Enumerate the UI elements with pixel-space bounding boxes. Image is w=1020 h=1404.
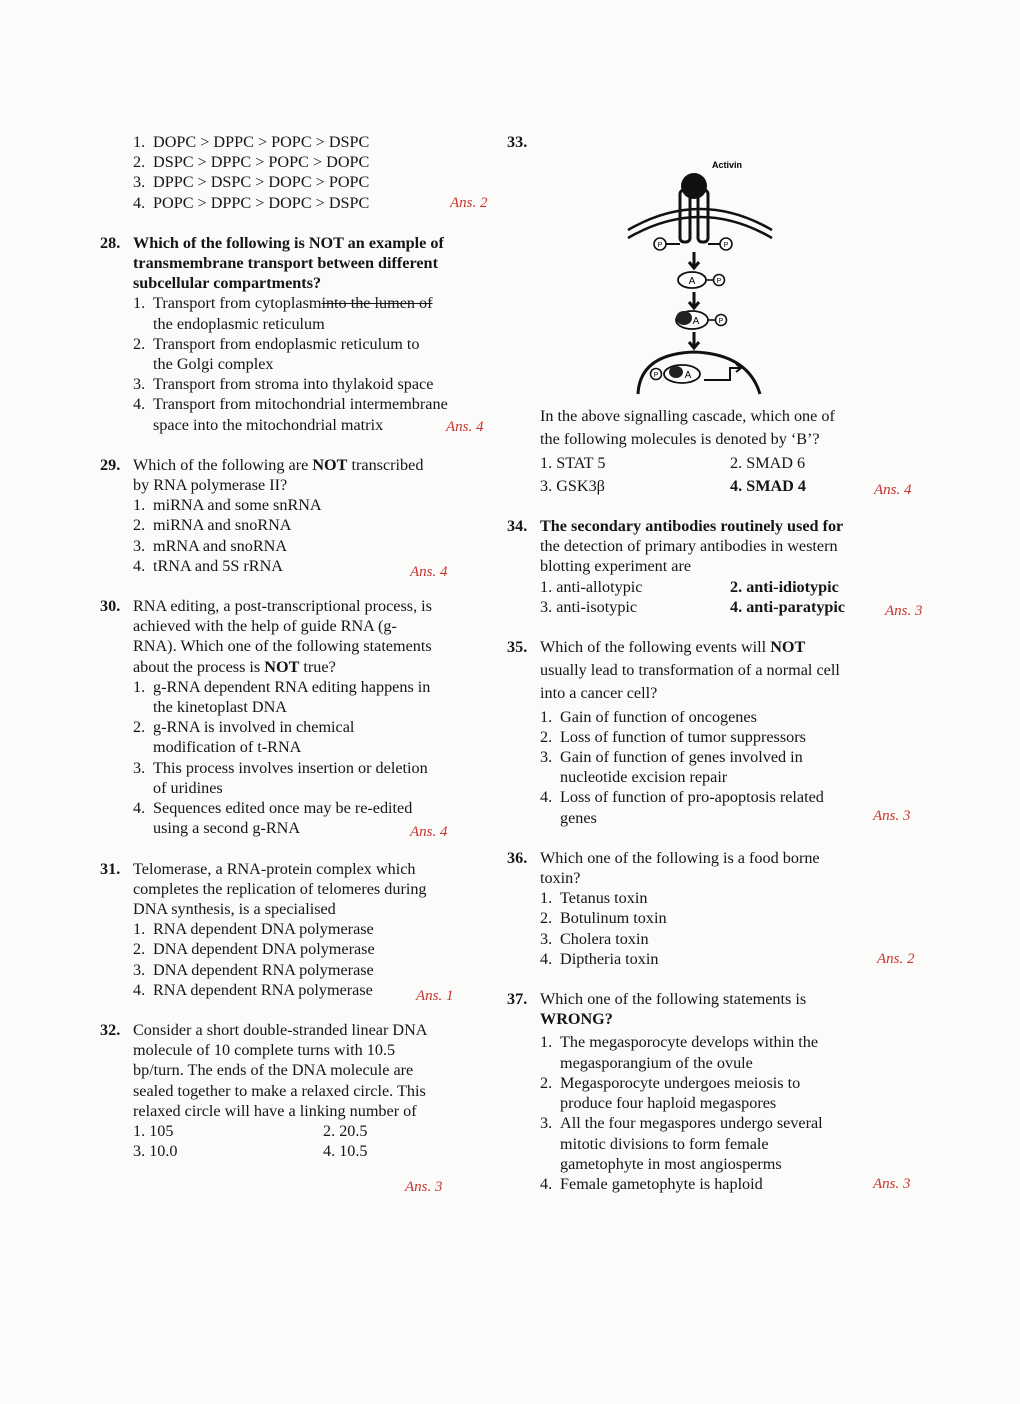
q36-option-1: 1. Tetanus toxin — [540, 889, 648, 908]
q33-stem: In the above signalling cascade, which one of — [540, 407, 835, 426]
svg-text:A: A — [684, 370, 692, 381]
svg-text:P: P — [723, 242, 729, 249]
q35-answer: Ans. 3 — [873, 807, 911, 824]
q35-stem: Which of the following events will NOT — [540, 638, 806, 657]
svg-text:P: P — [718, 318, 724, 325]
q28-option-4-line2: space into the mitochondrial matrix — [153, 415, 384, 434]
svg-text:A: A — [692, 316, 700, 327]
q28-stem-line2: transmembrane transport between different — [133, 254, 438, 273]
q32-stem-line5: relaxed circle will have a linking number of — [133, 1101, 417, 1120]
q35-option-4: 4. Loss of function of pro-apoptosis related — [540, 788, 824, 807]
q27-option-3: 3. DPPC > DSPC > DOPC > POPC — [133, 173, 370, 192]
q31-stem-line2: completes the replication of telomeres during — [133, 879, 427, 898]
q31-option-3: 3. DNA dependent RNA polymerase — [133, 960, 374, 979]
q34-stem-line2: the detection of primary antibodies in western — [540, 537, 838, 556]
svg-text:A: A — [688, 276, 696, 287]
receptor-left — [680, 190, 690, 242]
q31-stem: Telomerase, a RNA-protein complex which — [133, 859, 416, 878]
q35-option-3-line2: nucleotide excision repair — [560, 768, 728, 787]
question-34 — [507, 516, 932, 617]
q35-option-2: 2. Loss of function of tumor suppressors — [540, 727, 806, 746]
q35-option-1: 1. Gain of function of oncogenes — [540, 707, 757, 726]
q36-stem: Which one of the following is a food borne — [540, 848, 820, 867]
q31-option-2: 2. DNA dependent DNA polymerase — [133, 940, 375, 959]
q29-option-4: 4. tRNA and 5S rRNA Ans. 4 — [100, 556, 495, 576]
q30-option-3-line2: of uridines — [153, 778, 223, 797]
q28-number: 28. — [100, 233, 121, 252]
q28-option-3: 3. Transport from stroma into thylakoid space — [133, 375, 434, 394]
q33-options-row1: 1. STAT 5 2. SMAD 6 — [540, 453, 806, 472]
arrow-icon-3 — [689, 332, 699, 348]
q35-number: 35. — [507, 638, 528, 657]
q37-option-4: 4. Female gametophyte is haploid Ans. 3 — [540, 1174, 911, 1193]
q31-option-1: 1. RNA dependent DNA polymerase — [133, 920, 374, 939]
q29-answer: Ans. 4 — [410, 563, 448, 580]
question-30 — [100, 596, 495, 841]
q30-option-4-line2: using a second g-RNA — [153, 819, 301, 838]
q36-option-3: 3. Cholera toxin — [540, 929, 649, 948]
q31-number: 31. — [100, 859, 121, 878]
q27-option-1: 1. DOPC > DPPC > POPC > DSPC — [133, 133, 370, 151]
q33-options-row2: 3. GSK3β 4. SMAD 4 Ans. 4 — [507, 476, 932, 496]
question-27-options — [100, 132, 495, 213]
q37-option-1: 1. The megasporocyte develops within the — [540, 1033, 819, 1052]
q32-stem-line2: molecule of 10 complete turns with 10.5 — [133, 1041, 396, 1060]
question-28 — [100, 233, 495, 435]
q36-answer: Ans. 2 — [877, 950, 915, 967]
q30-option-4: 4. Sequences edited once may be re-edited — [133, 799, 413, 818]
svg-text:P: P — [653, 372, 659, 379]
q29-stem-line2: by RNA polymerase II? — [133, 476, 288, 495]
q28-option-1-line2: the endoplasmic reticulum — [153, 314, 325, 333]
q29-stem: Which of the following are NOT transcribed — [133, 455, 424, 474]
q28-stem-line3: subcellular compartments? — [133, 274, 322, 293]
signalling-cascade-diagram — [620, 158, 780, 398]
question-31 — [100, 859, 495, 1004]
q33-answer: Ans. 4 — [874, 481, 912, 498]
q37-answer: Ans. 3 — [873, 1175, 911, 1192]
arrow-icon-2 — [689, 292, 699, 308]
q28-option-4: 4. Transport from mitochondrial intermembrane — [133, 395, 448, 414]
q27-option-4: 4. POPC > DPPC > DOPC > DSPC Ans. 2 — [133, 193, 488, 212]
q29-option-2: 2. miRNA and snoRNA — [133, 516, 292, 535]
q36-stem-line2: toxin? — [540, 869, 581, 888]
question-36 — [507, 848, 932, 969]
q27-option-2: 2. DSPC > DPPC > POPC > DOPC — [133, 153, 370, 172]
q36-option-2: 2. Botulinum toxin — [540, 909, 667, 928]
q30-stem-line2: achieved with the help of guide RNA (g- — [133, 617, 397, 636]
q30-option-1: 1. g-RNA dependent RNA editing happens in — [133, 677, 431, 696]
q37-option-3-line2: mitotic divisions to form female — [560, 1134, 769, 1153]
q31-answer: Ans. 1 — [416, 987, 454, 1004]
svg-text:P: P — [716, 278, 722, 285]
q37-stem: Which one of the following statements is — [540, 990, 807, 1009]
q34-number: 34. — [507, 517, 528, 536]
q35-option-4-line2: genes — [560, 808, 597, 827]
q32-options-row2: 3. 10.0 4. 10.5 — [133, 1142, 368, 1161]
question-37 — [507, 989, 932, 1194]
q30-option-2-line2: modification of t-RNA — [153, 738, 302, 757]
q34-stem-line3: blotting experiment are — [540, 557, 692, 576]
q30-answer: Ans. 4 — [410, 824, 448, 841]
q37-option-2-line2: produce four haploid megaspores — [560, 1094, 777, 1113]
question-29 — [100, 455, 495, 580]
q33-stem-line2: the following molecules is denoted by ‘B’? — [540, 430, 820, 449]
q34-options-row2: 3. anti-isotypic 4. anti-paratypic Ans. 3 — [507, 597, 932, 617]
q36-number: 36. — [507, 848, 528, 867]
q34-answer: Ans. 3 — [885, 602, 923, 619]
q30-option-2: 2. g-RNA is involved in chemical — [133, 718, 355, 737]
q29-option-1: 1. miRNA and some snRNA — [133, 496, 322, 515]
q37-option-3: 3. All the four megaspores undergo several — [540, 1114, 823, 1133]
left-column — [100, 132, 495, 1197]
q32-stem-line4: sealed together to make a relaxed circle. This — [133, 1081, 426, 1100]
q31-option-4: 4. RNA dependent RNA polymerase Ans. 1 — [100, 980, 495, 1000]
q37-stem-line2: WRONG? — [540, 1010, 613, 1029]
q32-answer: Ans. 3 — [405, 1179, 443, 1196]
q28-option-2: 2. Transport from endoplasmic reticulum to — [133, 334, 420, 353]
q32-stem: Consider a short double-stranded linear DNA — [133, 1020, 428, 1039]
q30-option-1-line2: the kinetoplast DNA — [153, 698, 287, 717]
q36-option-4: 4. Diptheria toxin Ans. 2 — [540, 949, 915, 968]
q35-stem-line2: usually lead to transformation of a normal cell — [540, 661, 840, 680]
q30-option-3: 3. This process involves insertion or deletion — [133, 758, 428, 777]
q32-number: 32. — [100, 1020, 121, 1039]
question-35 — [507, 637, 932, 828]
q28-answer: Ans. 4 — [446, 418, 484, 435]
q37-option-2: 2. Megasporocyte undergoes meiosis to — [540, 1073, 801, 1092]
molecule-b-nucleus — [669, 366, 683, 378]
molecule-b — [676, 311, 692, 325]
q34-stem: The secondary antibodies routinely used for — [540, 517, 844, 536]
activin-label: Activin — [712, 160, 743, 170]
q28-stem: Which of the following is NOT an example of — [133, 233, 444, 252]
q28-option-2-line2: the Golgi complex — [153, 355, 274, 374]
q35-stem-line3: into a cancer cell? — [540, 684, 658, 703]
q34-options-row1: 1. anti-allotypic 2. anti-idiotypic — [540, 577, 839, 596]
activin-ligand — [681, 173, 707, 199]
q30-stem-line3: RNA). Which one of the following statements — [133, 637, 432, 656]
q27-answer: Ans. 2 — [450, 194, 488, 211]
q32-options-row1: 1. 105 2. 20.5 — [133, 1121, 368, 1140]
svg-text:P: P — [657, 242, 663, 249]
q35-option-3: 3. Gain of function of genes involved in — [540, 748, 803, 767]
question-32 — [100, 1020, 495, 1197]
gene-promoter — [704, 368, 740, 380]
q29-option-3: 3. mRNA and snoRNA — [133, 536, 288, 555]
q28-option-1: 1. Transport from cytoplasm into the lumen of — [133, 294, 433, 313]
q31-stem-line3: DNA synthesis, is a specialised — [133, 899, 336, 918]
q29-number: 29. — [100, 455, 121, 474]
q30-stem-line4: about the process is NOT true? — [133, 657, 336, 676]
q30-stem: RNA editing, a post-transcriptional process, is — [133, 597, 432, 616]
q32-stem-line3: bp/turn. The ends of the DNA molecule are — [133, 1061, 414, 1080]
q37-option-1-line2: megasporangium of the ovule — [560, 1053, 753, 1072]
q37-option-3-line3: gametophyte in most angiosperms — [560, 1154, 782, 1173]
q30-number: 30. — [100, 597, 121, 616]
arrow-icon-1 — [689, 252, 699, 268]
q33-number: 33. — [507, 133, 528, 151]
q37-number: 37. — [507, 990, 528, 1009]
